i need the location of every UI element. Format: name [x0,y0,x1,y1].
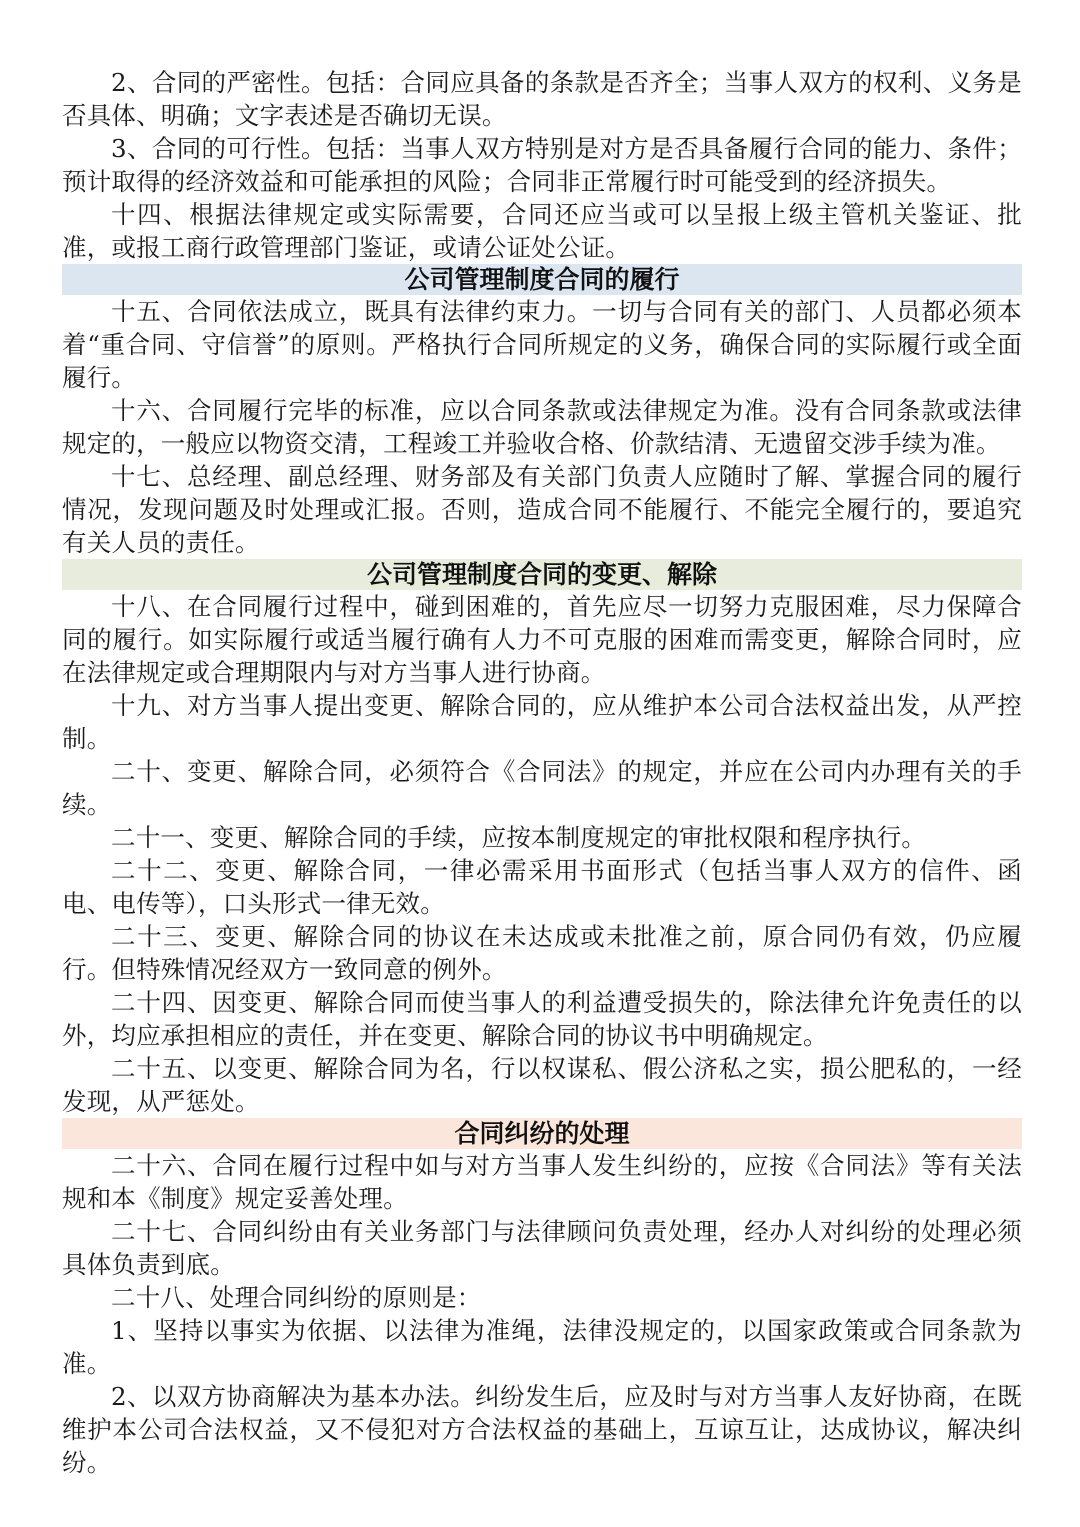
paragraph: 3、合同的可行性。包括：当事人双方特别是对方是否具备履行合同的能力、条件；预计取得的经济效益和可能承担的风险；合同非正常履行时可能受到的经济损失。 [62,134,1022,196]
section-heading-modification: 公司管理制度合同的变更、解除 [62,559,1022,590]
paragraph: 2、合同的严密性。包括：合同应具备的条款是否齐全；当事人双方的权利、义务是否具体、明确；文字表述是否确切无误。 [62,68,1022,130]
paragraph: 十九、对方当事人提出变更、解除合同的，应从维护本公司合法权益出发，从严控制。 [62,691,1022,753]
paragraph: 二十八、处理合同纠纷的原则是： [111,1283,482,1312]
paragraph: 十四、根据法律规定或实际需要，合同还应当或可以呈报上级主管机关鉴证、批准，或报工商行政管理部门鉴证，或请公证处公证。 [62,200,1022,262]
paragraph: 二十二、变更、解除合同，一律必需采用书面形式（包括当事人双方的信件、函电、电传等），口头形式一律无效。 [62,856,1022,918]
paragraph: 十七、总经理、副总经理、财务部及有关部门负责人应随时了解、掌握合同的履行情况，发现问题及时处理或汇报。否则，造成合同不能履行、不能完全履行的，要追究有关人员的责任。 [62,462,1022,557]
paragraph: 十八、在合同履行过程中，碰到困难的，首先应尽一切努力克服困难，尽力保障合同的履行。如实际履行或适当履行确有人力不可克服的困难而需变更，解除合同时，应在法律规定或合理期限内与对方当事人进行协商。 [62,592,1022,687]
paragraph: 二十七、合同纠纷由有关业务部门与法律顾问负责处理，经办人对纠纷的处理必须具体负责到底。 [62,1217,1022,1279]
paragraph: 二十四、因变更、解除合同而使当事人的利益遭受损失的，除法律允许免责任的以外，均应承担相应的责任，并在变更、解除合同的协议书中明确规定。 [62,988,1022,1050]
paragraph: 十五、合同依法成立，既具有法律约束力。一切与合同有关的部门、人员都必须本着“重合同、守信誉”的原则。严格执行合同所规定的义务，确保合同的实际履行或全面履行。 [62,297,1022,392]
paragraph: 2、以双方协商解决为基本办法。纠纷发生后，应及时与对方当事人友好协商，在既维护本公司合法权益，又不侵犯对方合法权益的基础上，互谅互让，达成协议，解决纠纷。 [62,1382,1022,1477]
paragraph: 1、坚持以事实为依据、以法律为准绳，法律没规定的，以国家政策或合同条款为准。 [62,1316,1022,1378]
section-heading-disputes: 合同纠纷的处理 [62,1118,1022,1149]
section-heading-performance: 公司管理制度合同的履行 [62,264,1022,295]
paragraph: 二十一、变更、解除合同的手续，应按本制度规定的审批权限和程序执行。 [111,823,927,852]
paragraph: 二十五、以变更、解除合同为名，行以权谋私、假公济私之实，损公肥私的，一经发现，从严惩处。 [62,1054,1022,1116]
document-page [62,66,1022,1479]
paragraph: 二十、变更、解除合同，必须符合《合同法》的规定，并应在公司内办理有关的手续。 [62,757,1022,819]
paragraph: 二十六、合同在履行过程中如与对方当事人发生纠纷的，应按《合同法》等有关法规和本《制度》规定妥善处理。 [62,1151,1022,1213]
paragraph: 十六、合同履行完毕的标准，应以合同条款或法律规定为准。没有合同条款或法律规定的，一般应以物资交清，工程竣工并验收合格、价款结清、无遗留交涉手续为准。 [62,396,1022,458]
paragraph: 二十三、变更、解除合同的协议在未达成或未批准之前，原合同仍有效，仍应履行。但特殊情况经双方一致同意的例外。 [62,922,1022,984]
